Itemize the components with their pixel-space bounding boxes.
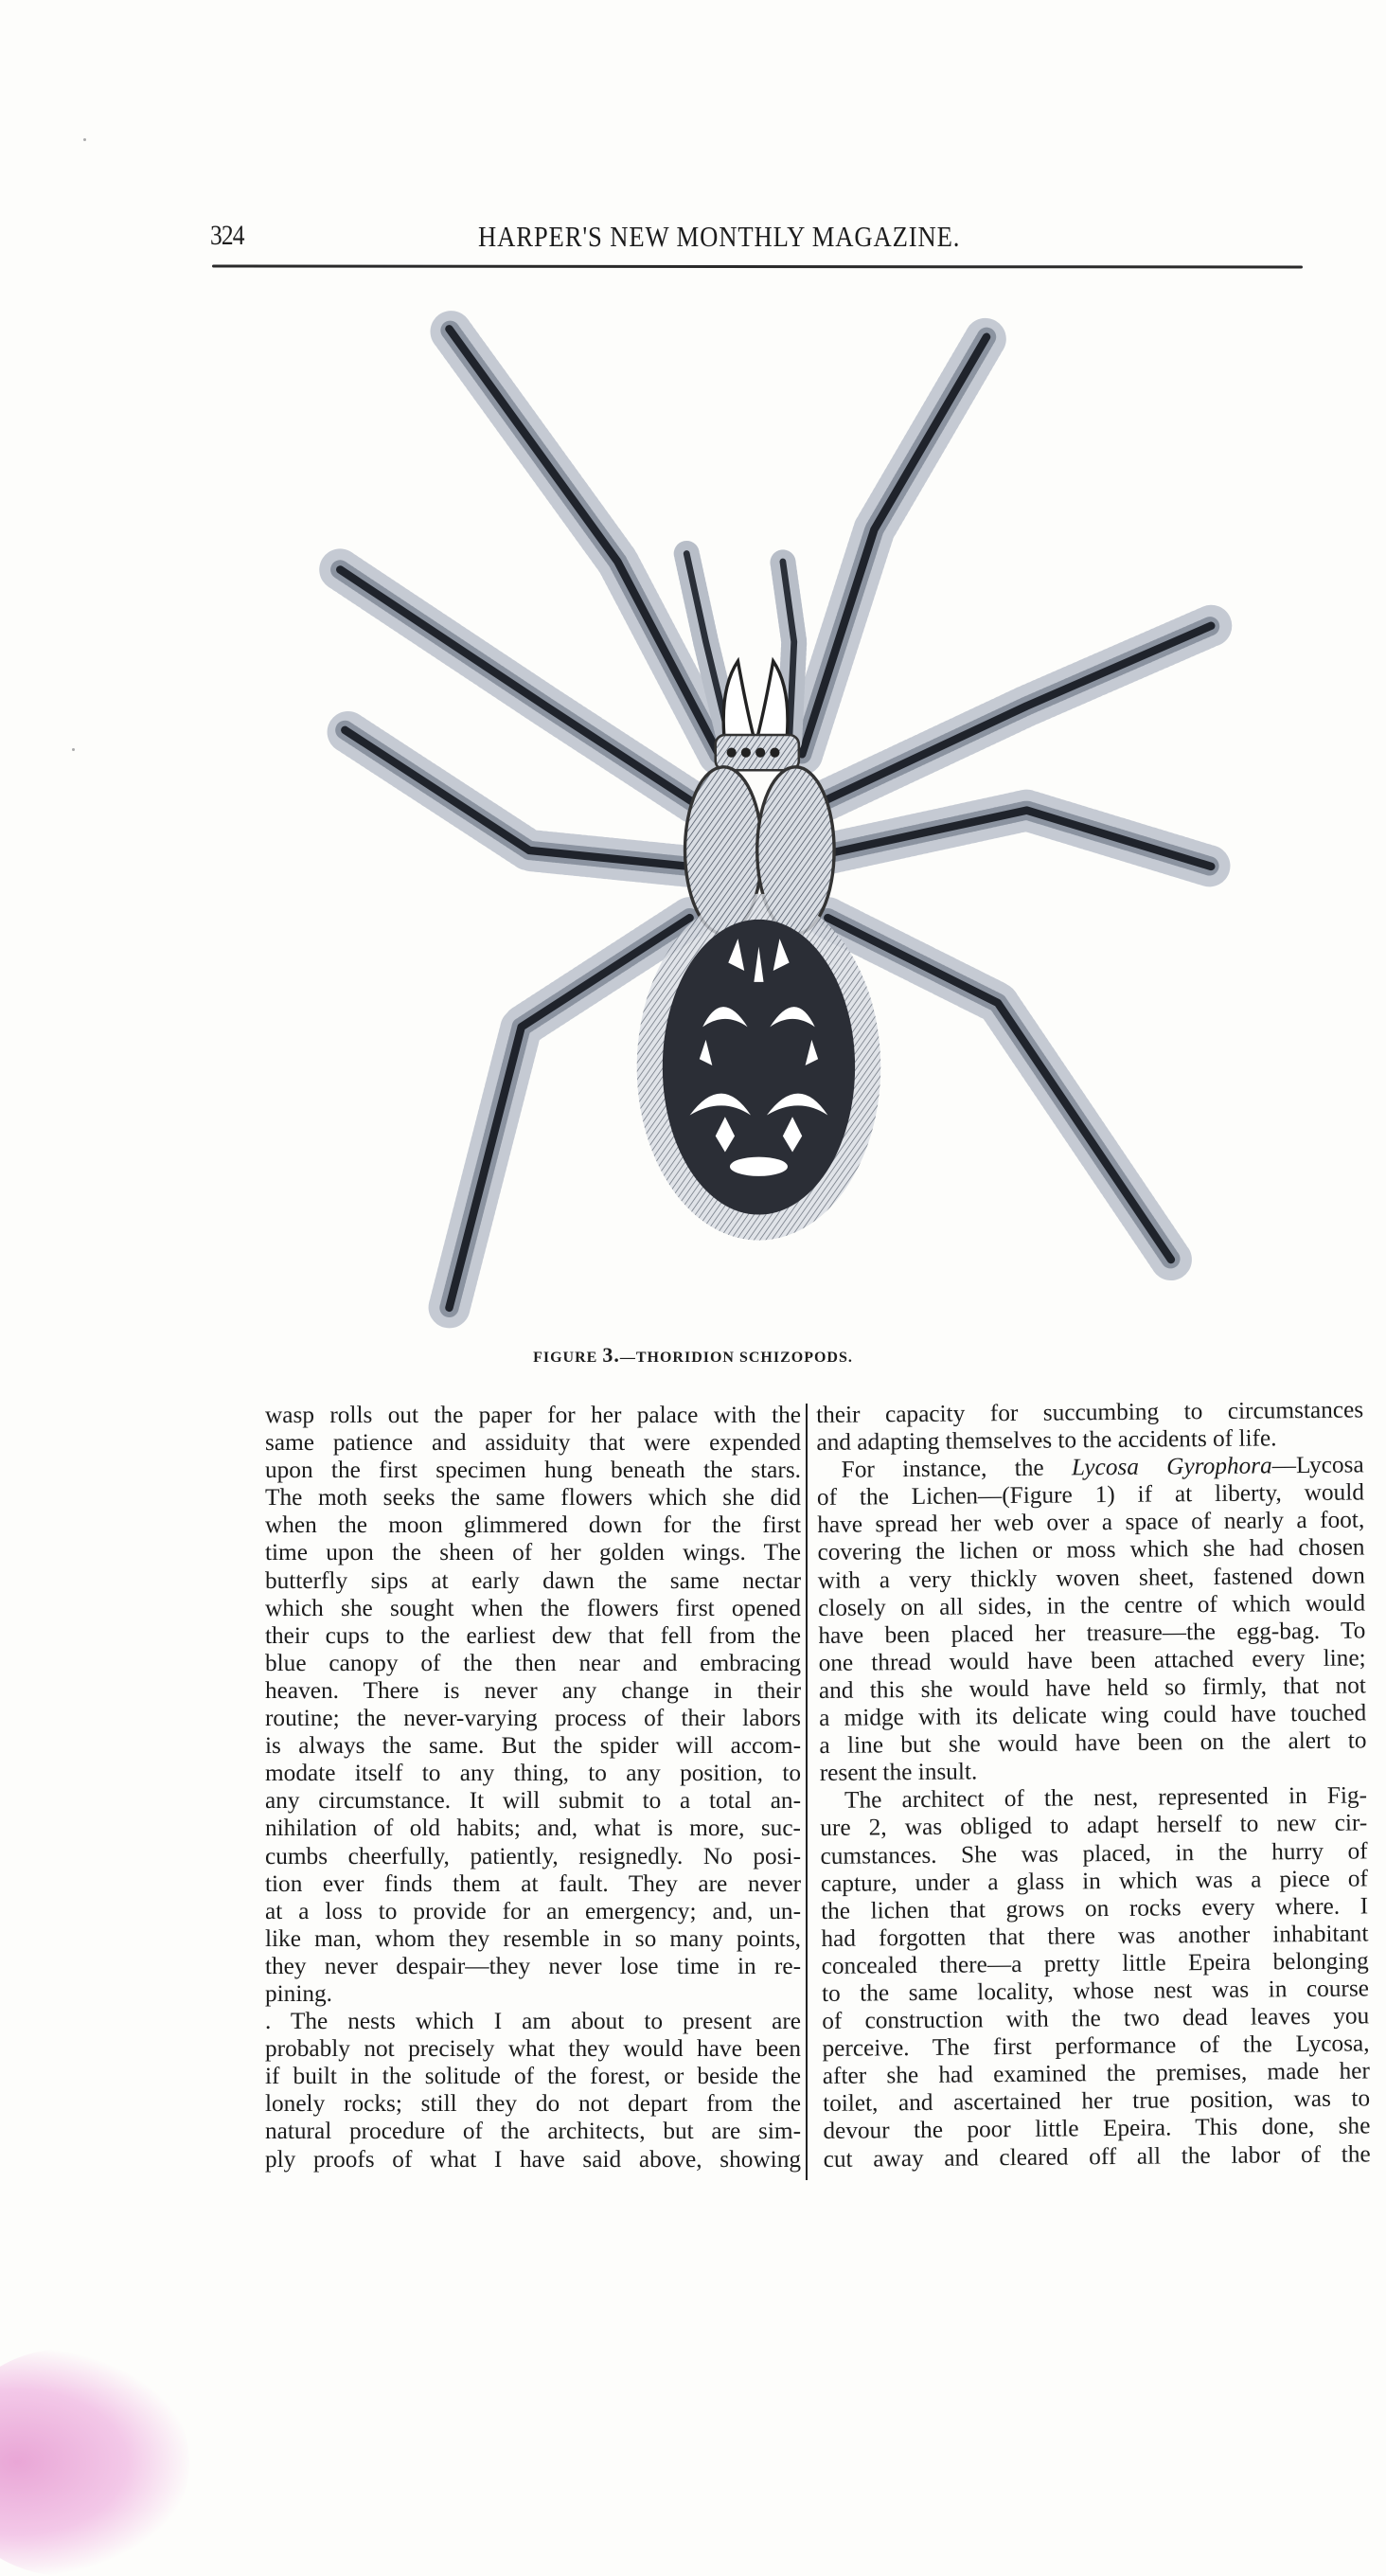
text-line: when the moon glimmered down for the first bbox=[265, 1512, 801, 1539]
text-line: cut away and cleared off all the labor of the bbox=[823, 2139, 1371, 2173]
text-line: resent the insult. bbox=[819, 1758, 978, 1787]
text-line: which she sought when the flowers first opened bbox=[265, 1594, 801, 1621]
text-line: concealed there—a pretty little Epeira belonging bbox=[821, 1947, 1369, 1979]
text-line: blue canopy of the then near and embracing bbox=[265, 1649, 801, 1676]
text-line: one thread would have been attached every line; bbox=[818, 1644, 1366, 1676]
caption-text: —THORIDION SCHIZOPODS. bbox=[619, 1350, 853, 1366]
text-line: closely on all sides, in the centre of which would bbox=[817, 1589, 1366, 1621]
text-segment: —Lycosa bbox=[1271, 1451, 1364, 1479]
text-line: toilet, and ascertained her true position, was to bbox=[822, 2084, 1371, 2118]
text-segment: For instance, the bbox=[841, 1454, 1073, 1483]
text-line: perceive. The first performance of the Lycosa, bbox=[822, 2030, 1370, 2063]
text-line: ply proofs of what I have said above, showing bbox=[265, 2145, 801, 2173]
leg-third-right bbox=[827, 811, 1211, 867]
text-column-left bbox=[265, 1402, 801, 2174]
caption-number: 3. bbox=[602, 1343, 620, 1367]
text-line: ure 2, was obliged to adapt herself to new cir- bbox=[820, 1809, 1368, 1842]
text-line: natural procedure of the architects, but are sim- bbox=[265, 2118, 801, 2145]
text-line: The moth seeks the same flowers which she did bbox=[265, 1484, 801, 1512]
text-line: after she had examined the premises, made her bbox=[822, 2057, 1370, 2090]
text-line: time upon the sheen of her golden wings. The bbox=[265, 1539, 801, 1566]
text-line: upon the first specimen hung beneath the stars. bbox=[265, 1457, 801, 1484]
text-line: had forgotten that there was another inhabitant bbox=[821, 1920, 1369, 1952]
text-line: The architect of the nest, represented in Fig- bbox=[844, 1781, 1368, 1815]
text-line: covering the lichen or moss which she had chosen bbox=[817, 1533, 1365, 1566]
text-line: cumbs cheerfully, patiently, resignedly. No posi- bbox=[265, 1842, 801, 1869]
text-line: cumstances. She was placed, in the hurry of bbox=[820, 1836, 1368, 1869]
text-line: to the same locality, whose nest was in course bbox=[821, 1975, 1370, 2007]
text-line: butterfly sips at early dawn the same nectar bbox=[265, 1566, 801, 1594]
text-line: a midge with its delicate wing could have touched bbox=[819, 1699, 1367, 1732]
text-line: like man, whom they resemble in so many points, bbox=[265, 1924, 801, 1952]
text-line: tion ever finds them at fault. They are never bbox=[265, 1869, 801, 1897]
text-line: if built in the solitude of the forest, or beside the bbox=[265, 2063, 801, 2090]
figure-caption bbox=[0, 1343, 1386, 1368]
caption-prefix: FIGURE bbox=[533, 1350, 603, 1366]
text-line: of the Lichen—(Figure 1) if at liberty, would bbox=[816, 1478, 1365, 1512]
text-line: they never despair—they never lose time in re- bbox=[265, 1952, 801, 1979]
column-divider bbox=[806, 1404, 808, 2180]
text-line: with a very thickly woven sheet, fastened down bbox=[817, 1562, 1365, 1594]
text-line: their cups to the earliest dew that fell from the bbox=[265, 1621, 801, 1649]
text-line: nihilation of old habits; and, what is more, suc- bbox=[265, 1815, 801, 1842]
text-line: probably not precisely what they would have been bbox=[265, 2035, 801, 2063]
text-line: the lichen that grows on rocks every where. I bbox=[821, 1892, 1369, 1924]
text-line: is always the same. But the spider will accom- bbox=[265, 1732, 801, 1760]
text-line: same patience and assiduity that were expended bbox=[265, 1429, 801, 1457]
text-line: modate itself to any thing, to any position, to bbox=[265, 1760, 801, 1787]
italic-species-name: Lycosa Gyrophora bbox=[1071, 1452, 1272, 1481]
text-line: devour the poor little Epeira. This done, she bbox=[823, 2112, 1371, 2145]
text-line: lonely rocks; still they do not depart from the bbox=[265, 2090, 801, 2118]
text-line: capture, under a glass in which was a piece of bbox=[820, 1865, 1368, 1897]
text-line: any circumstance. It will submit to a total an- bbox=[265, 1787, 801, 1815]
text-line: wasp rolls out the paper for her palace with the bbox=[265, 1402, 801, 1428]
text-line: their capacity for succumbing to circumstances bbox=[816, 1396, 1364, 1428]
running-title: HARPER'S NEW MONTHLY MAGAZINE. bbox=[478, 220, 961, 253]
text-line: have been placed her treasure—the egg-bag. To bbox=[818, 1617, 1366, 1649]
text-line: of construction with the two dead leaves you bbox=[822, 2002, 1370, 2035]
text-line: heaven. There is never any change in their bbox=[265, 1676, 801, 1704]
leg-front-right bbox=[802, 337, 986, 755]
text-line: at a loss to provide for an emergency; and, un- bbox=[265, 1897, 801, 1924]
text-line: and adapting themselves to the accidents of life. bbox=[816, 1424, 1277, 1457]
text-column-right bbox=[816, 1396, 1371, 2173]
spider-abdomen bbox=[637, 894, 881, 1241]
text-line: and this she would have held so firmly, that not bbox=[818, 1672, 1367, 1704]
leg-second-right bbox=[822, 626, 1212, 802]
text-line: . The nests which I am about to present are bbox=[265, 2008, 801, 2035]
text-line: have spread her web over a space of nearly a foot, bbox=[817, 1506, 1365, 1539]
text-line: pining. bbox=[265, 1979, 332, 2007]
page-number: 324 bbox=[210, 220, 244, 251]
text-line: routine; the never-varying process of their labors bbox=[265, 1705, 801, 1732]
text-line: a line but she would have been on the alert to bbox=[819, 1726, 1367, 1760]
